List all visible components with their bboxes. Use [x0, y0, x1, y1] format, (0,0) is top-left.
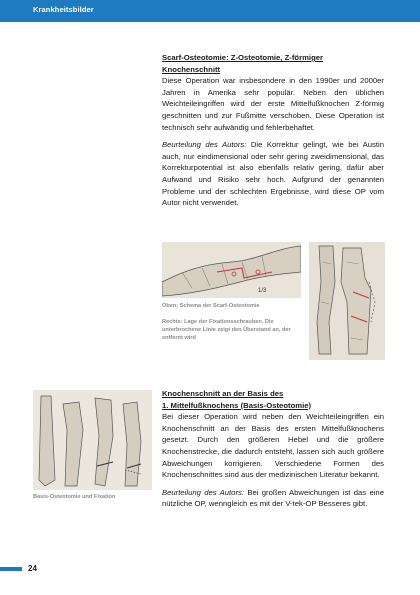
section-basis-heading-line2: 1. Mittelfußknochens (Basis-Osteotomie)	[162, 400, 312, 410]
caption-scarf-schema: Oben: Schema der Scarf-Osteotomie	[162, 303, 260, 309]
caption-basis-osteotomy: Basis-Osteotomie und Fixation	[33, 494, 116, 500]
section-scarf	[162, 52, 384, 209]
assessment-text: Bei großen Abweichungen ist das eine nützliche OP, wenngleich es mit der V-tek-OP Besseres gibt.	[162, 487, 384, 509]
assessment-label: Beurteilung des Autors:	[162, 487, 244, 497]
section-scarf-assessment	[162, 139, 384, 209]
footer-accent-bar	[0, 567, 22, 571]
section-basis-assessment	[162, 487, 384, 510]
section-scarf-paragraph: Diese Operation war insbesondere in den 1990er und 2000er Jahren in Amerika sehr populär. Neben den üblichen Weichteileingriffen wird der erste Mittelfußknochen Z-förmig geschnitten und zur Fußmitte verschoben. Diese Operation ist technisch sehr aufwändig und fehlerbehaftet.	[162, 76, 384, 132]
section-scarf-heading-line2: Knochenschnitt	[162, 64, 221, 74]
section-basis	[162, 388, 384, 510]
figure-scale-label: 1/3	[258, 288, 267, 294]
section-basis-heading-line1: Knochenschnitt an der Basis des	[162, 389, 284, 398]
page-number: 24	[28, 564, 37, 573]
assessment-label: Beurteilung des Autors:	[162, 140, 247, 150]
fixation-screws-figure	[309, 242, 385, 360]
assessment-text: Die Korrektur gelingt, wie bei Austin auch, nur eindimensional oder sehr gering zweidimensional, das Korrekturpotential ist also ebenfalls relativ gering, dafür aber Aufwand und Risiko sehr hoch. Aufgrund der genannten Probleme und der schlechten Ergebnisse, wird diese OP vom Autor nicht verwendet.	[162, 140, 384, 208]
scarf-schema-figure	[162, 242, 301, 298]
section-scarf-heading-line1: Scarf-Osteotomie: Z-Osteotomie, Z-förmiger	[162, 53, 324, 62]
basis-osteotomy-figure	[33, 390, 152, 490]
caption-fixation-screws: Rechts: Lage der Fixationsschrauben. Die unterbrochene Linie zeigt den Überstand an, der entfernt wird	[162, 319, 291, 341]
chapter-title: Krankheitsbilder	[33, 5, 94, 14]
section-basis-paragraph: Bei dieser Operation wird neben den Weichteileingriffen ein Knochenschnitt an der Basis des ersten Mittelfußknochens gesetzt. Durch den größeren Hebel und die größere Knochenstrecke, die dadurch entsteht, lassen sich auch größere Abweichungen korrigieren. Verschiedene Formen des Knochenschnittes sind aus der medizinischen Literatur bekannt.	[162, 412, 384, 480]
